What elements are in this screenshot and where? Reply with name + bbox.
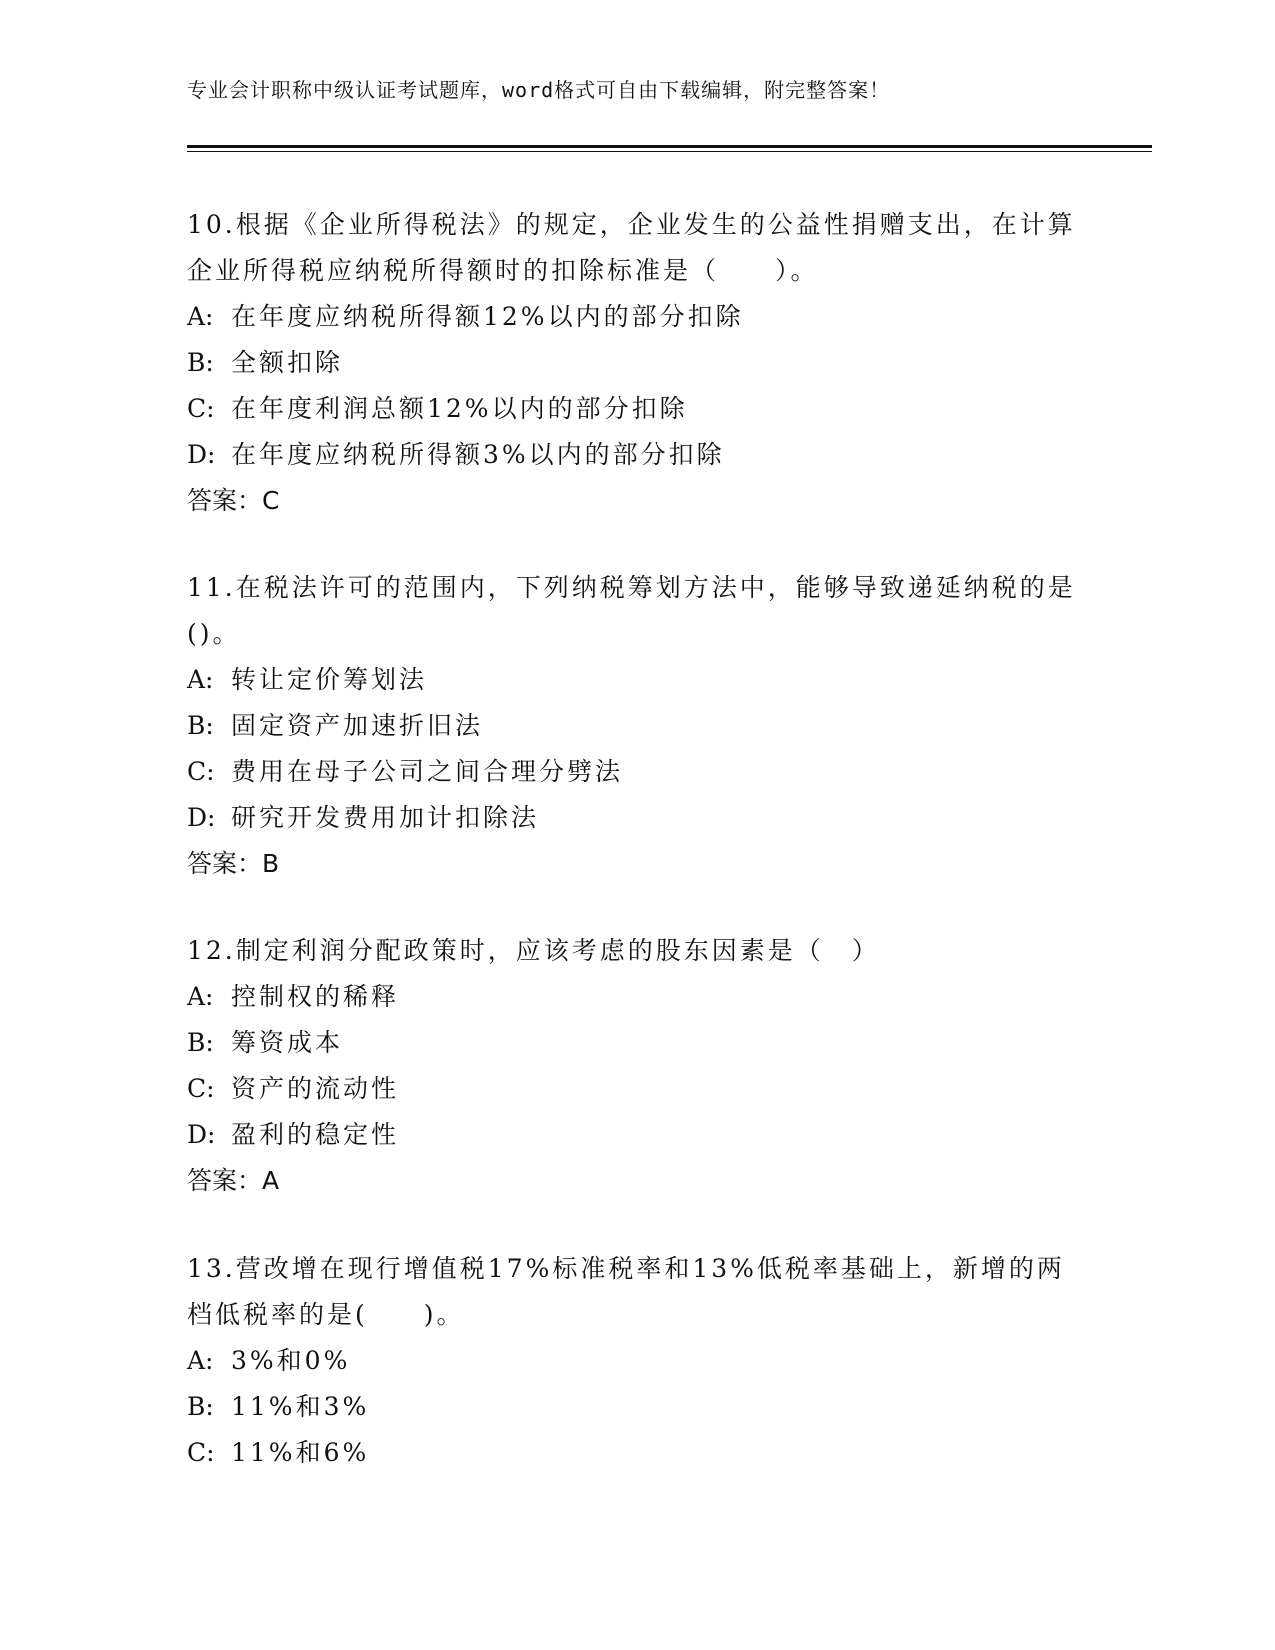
question-stem: 10.根据《企业所得税法》的规定，企业发生的公益性捐赠支出，在计算企业所得税应纳税所得额时的扣除标准是（ ）。 <box>187 210 1076 285</box>
option-d <box>187 432 1087 478</box>
header-divider-thin <box>187 151 1152 152</box>
option-b <box>187 703 1087 749</box>
question-stem: 11.在税法许可的范围内，下列纳税筹划方法中，能够导致递延纳税的是()。 <box>187 573 1076 648</box>
question-12 <box>187 928 1087 1204</box>
option-text: 控制权的稀释 <box>231 982 400 1011</box>
option-letter: A: <box>187 1346 214 1375</box>
option-b <box>187 1384 1087 1430</box>
option-text: 全额扣除 <box>231 348 344 377</box>
answer-label: 答案：A <box>187 1166 280 1195</box>
option-a <box>187 974 1087 1020</box>
option-c <box>187 1066 1087 1112</box>
option-letter: A: <box>187 302 214 331</box>
option-text: 固定资产加速折旧法 <box>231 711 484 740</box>
option-letter: A: <box>187 982 214 1011</box>
option-text: 费用在母子公司之间合理分劈法 <box>231 757 624 786</box>
question-10 <box>187 202 1087 524</box>
option-c <box>187 1430 1087 1476</box>
option-text: 11%和6% <box>231 1438 370 1467</box>
option-letter: C: <box>187 394 215 423</box>
answer-label: 答案：C <box>187 486 280 515</box>
option-text: 11%和3% <box>231 1392 370 1421</box>
option-letter: D: <box>187 803 216 832</box>
option-letter: A: <box>187 665 214 694</box>
page-header: 专业会计职称中级认证考试题库，word格式可自由下载编辑，附完整答案！ <box>187 78 891 102</box>
option-letter: C: <box>187 1438 215 1467</box>
option-c <box>187 386 1087 432</box>
option-b <box>187 1020 1087 1066</box>
option-d <box>187 795 1087 841</box>
option-a <box>187 657 1087 703</box>
question-stem: 13.营改增在现行增值税17%标准税率和13%低税率基础上，新增的两档低税率的是( )。 <box>187 1254 1065 1329</box>
header-divider-thick <box>187 145 1152 148</box>
option-d <box>187 1112 1087 1158</box>
question-stem: 12.制定利润分配政策时，应该考虑的股东因素是（ ） <box>187 936 880 965</box>
answer-label: 答案：B <box>187 849 280 878</box>
option-letter: C: <box>187 1074 215 1103</box>
option-text: 盈利的稳定性 <box>231 1120 400 1149</box>
option-text: 在年度利润总额12%以内的部分扣除 <box>231 394 688 423</box>
option-text: 转让定价筹划法 <box>231 665 428 694</box>
option-a <box>187 1338 1087 1384</box>
option-letter: B: <box>187 1028 214 1057</box>
option-text: 筹资成本 <box>231 1028 344 1057</box>
option-text: 资产的流动性 <box>231 1074 400 1103</box>
option-letter: D: <box>187 440 216 469</box>
option-c <box>187 749 1087 795</box>
option-b <box>187 340 1087 386</box>
option-letter: C: <box>187 757 215 786</box>
option-letter: B: <box>187 711 214 740</box>
question-13 <box>187 1246 1087 1476</box>
option-letter: B: <box>187 1392 214 1421</box>
option-letter: D: <box>187 1120 216 1149</box>
option-text: 在年度应纳税所得额3%以内的部分扣除 <box>231 440 725 469</box>
option-letter: B: <box>187 348 214 377</box>
option-text: 研究开发费用加计扣除法 <box>231 803 540 832</box>
question-11 <box>187 565 1087 887</box>
option-a <box>187 294 1087 340</box>
option-text: 3%和0% <box>231 1346 351 1375</box>
option-text: 在年度应纳税所得额12%以内的部分扣除 <box>231 302 744 331</box>
